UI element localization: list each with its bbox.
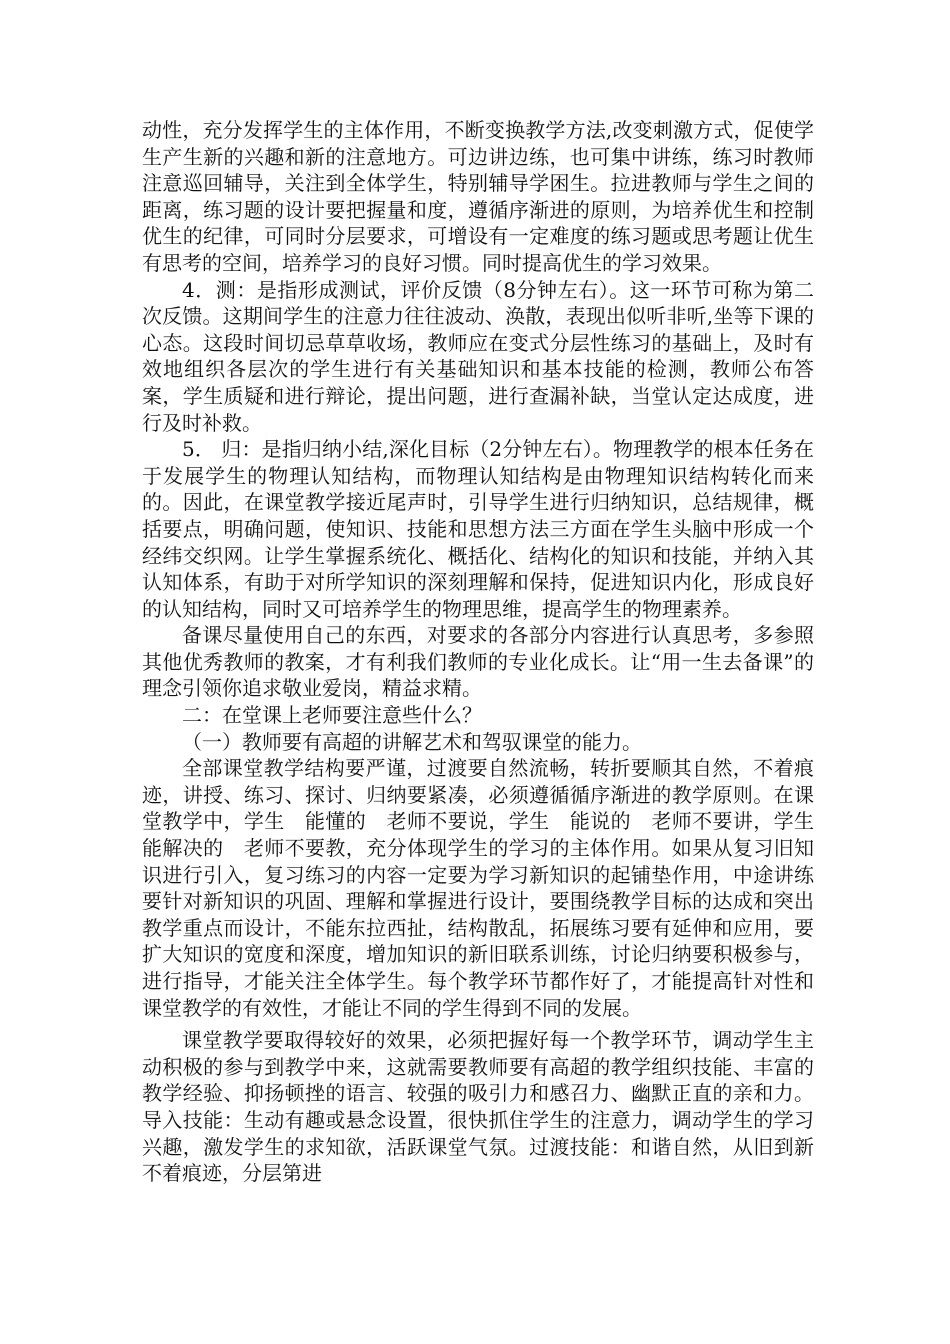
paragraph-practice-continued: 动性，充分发挥学生的主体作用，不断变换教学方法,改变刺激方式，促使学生产生新的兴趣和新的注意地方。可边讲边练，也可集中讲练，练习时教师注意巡回辅导，关注到全体学生，特别辅导学困生。拉进教师与学生之间的距离，练习题的设计要把握量和度，遵循序渐进的原则，为培养优生和控制优生的纪律，可同时分层要求，可增设有一定难度的练习题或思考题让优生有思考的空间，培养学习的良好习惯。同时提高优生的学习效果。	[142, 118, 814, 275]
paragraph-teaching-skills: 课堂教学要取得较好的效果，必须把握好每一个教学环节，调动学生主动积极的参与到教学中来，这就需要教师要有高超的教学组织技能、丰富的教学经验、抑扬顿挫的语言、较强的吸引力和感召力、幽默正直的亲和力。导入技能：生动有趣或悬念设置，很快抓住学生的注意力，调动学生的学习兴趣，激发学生的求知欲，活跃课堂气氛。过渡技能：和谐自然，从旧到新不着痕迹，分层第进	[142, 1028, 814, 1186]
paragraph-step-5-summary: 5． 归：是指归纳小结,深化目标（2分钟左右）。物理教学的根本任务在于发展学生的物理认知结构，而物理认知结构是由物理知识结构转化而来的。因此，在课堂教学接近尾声时，引导学生进行归纳知识，总结规律，概括要点，明确问题，使知识、技能和思想方法三方面在学生头脑中形成一个经纬交织网。让学生掌握系统化、概括化、结构化的知识和技能，并纳入其认知体系，有助于对所学知识的深刻理解和保持，促进知识内化，形成良好的认知结构，同时又可培养学生的物理思维，提高学生的物理素养。	[142, 437, 814, 621]
paragraph-teaching-structure: 全部课堂教学结构要严谨，过渡要自然流畅，转折要顺其自然，不着痕迹，讲授、练习、探讨、归纳要紧凑，必须遵循循序渐进的教学原则。在课堂教学中，学生 能懂的 老师不要说，学生 能说的 老师不要讲，学生 能解决的 老师不要教，充分体现学生的学习的主体作用。如果从复习旧知识进行引入，复习练习的内容一定要为学习新知识的起铺垫作用，中途讲练要针对新知识的巩固、理解和掌握进行设计，要围绕教学目标的达成和突出教学重点而设计，不能东拉西扯，结构散乱，拓展练习要有延伸和应用，要扩大知识的宽度和深度，增加知识的新旧联系训练，讨论归纳要积极参与，进行指导，才能关注全体学生。每个教学环节都作好了，才能提高针对性和课堂教学的有效性，才能让不同的学生得到不同的发展。	[142, 756, 834, 1020]
document-body	[142, 117, 834, 1187]
paragraph-lesson-prep: 备课尽量使用自己的东西，对要求的各部分内容进行认真思考，多参照其他优秀教师的教案，才有利我们教师的专业化成长。让“用一生去备课”的理念引领你追求敬业爱岗，精益求精。	[142, 623, 814, 701]
paragraph-step-4-test: 4．测：是指形成测试，评价反馈（8分钟左右）。这一环节可称为第二次反馈。这期间学生的注意力往往波动、涣散，表现出似听非听,坐等下课的心态。这段时间切忌草草收场，教师应在变式分层性练习的基础上，及时有效地组织各层次的学生进行有关基础知识和基本技能的检测，教师公布答案，学生质疑和进行辩论，提出问题，进行查漏补缺，当堂认定达成度，进行及时补救。	[142, 277, 814, 435]
subsection-heading-1: （一）教师要有高超的讲解艺术和驾驭课堂的能力。	[182, 729, 642, 754]
section-heading-classroom: 二：在堂课上老师要注意些什么？	[182, 703, 482, 728]
